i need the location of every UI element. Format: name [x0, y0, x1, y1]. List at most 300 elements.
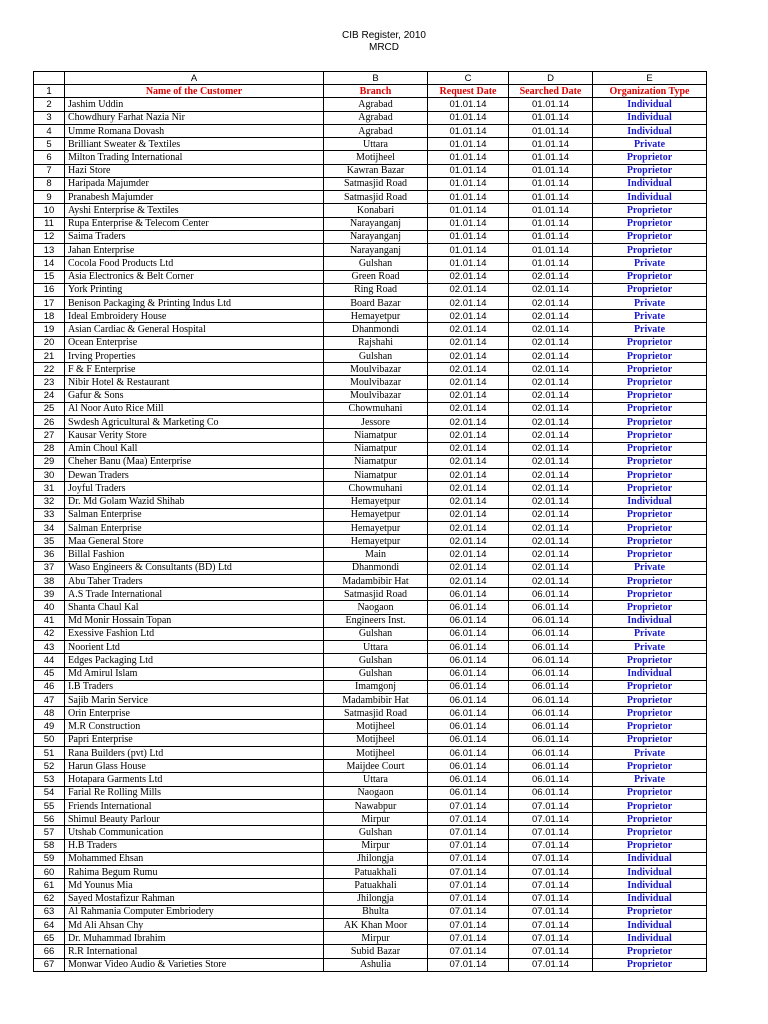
request-date-cell: 02.01.14 — [428, 469, 509, 482]
request-date-cell: 01.01.14 — [428, 191, 509, 204]
table-row — [34, 720, 707, 733]
branch-cell: Green Road — [324, 270, 428, 283]
row-number: 50 — [34, 733, 65, 746]
table-row — [34, 98, 707, 111]
organization-type-cell: Proprietor — [593, 204, 707, 217]
branch-cell: Gulshan — [324, 654, 428, 667]
organization-type-cell: Proprietor — [593, 402, 707, 415]
branch-cell: Motijheel — [324, 746, 428, 759]
table-row — [34, 442, 707, 455]
organization-type-cell: Individual — [593, 177, 707, 190]
searched-date-cell: 06.01.14 — [509, 694, 593, 707]
branch-cell: Satmasjid Road — [324, 588, 428, 601]
request-date-cell: 01.01.14 — [428, 177, 509, 190]
request-date-cell: 02.01.14 — [428, 548, 509, 561]
searched-date-cell: 06.01.14 — [509, 654, 593, 667]
table-row — [34, 138, 707, 151]
customer-name-cell: Jashim Uddin — [65, 98, 324, 111]
branch-cell: Agrabad — [324, 111, 428, 124]
customer-name-cell: Abu Taher Traders — [65, 574, 324, 587]
row-number: 23 — [34, 376, 65, 389]
customer-name-cell: Joyful Traders — [65, 482, 324, 495]
customer-name-cell: Waso Engineers & Consultants (BD) Ltd — [65, 561, 324, 574]
customer-name-cell: Ideal Embroidery House — [65, 310, 324, 323]
branch-cell: Gulshan — [324, 667, 428, 680]
customer-name-cell: Gafur & Sons — [65, 389, 324, 402]
customer-name-cell: M.R Construction — [65, 720, 324, 733]
row-number: 41 — [34, 614, 65, 627]
row-number: 11 — [34, 217, 65, 230]
customer-name-cell: Dr. Md Golam Wazid Shihab — [65, 495, 324, 508]
request-date-cell: 01.01.14 — [428, 151, 509, 164]
customer-name-cell: Salman Enterprise — [65, 521, 324, 534]
request-date-cell: 06.01.14 — [428, 667, 509, 680]
request-date-cell: 02.01.14 — [428, 376, 509, 389]
request-date-cell: 02.01.14 — [428, 535, 509, 548]
customer-name-cell: R.R International — [65, 945, 324, 958]
request-date-cell: 01.01.14 — [428, 164, 509, 177]
customer-name-cell: Rana Builders (pvt) Ltd — [65, 746, 324, 759]
branch-cell: Board Bazar — [324, 296, 428, 309]
searched-date-cell: 06.01.14 — [509, 680, 593, 693]
table-row — [34, 164, 707, 177]
organization-type-cell: Individual — [593, 852, 707, 865]
searched-date-cell: 02.01.14 — [509, 323, 593, 336]
organization-type-cell: Proprietor — [593, 601, 707, 614]
customer-name-cell: Md Ali Ahsan Chy — [65, 919, 324, 932]
organization-type-cell: Proprietor — [593, 270, 707, 283]
searched-date-cell: 02.01.14 — [509, 402, 593, 415]
searched-date-cell: 07.01.14 — [509, 879, 593, 892]
searched-date-cell: 06.01.14 — [509, 760, 593, 773]
table-row — [34, 230, 707, 243]
organization-type-cell: Proprietor — [593, 733, 707, 746]
organization-type-cell: Individual — [593, 124, 707, 137]
customer-name-cell: Edges Packaging Ltd — [65, 654, 324, 667]
row-number: 40 — [34, 601, 65, 614]
organization-type-cell: Proprietor — [593, 389, 707, 402]
request-date-cell: 07.01.14 — [428, 919, 509, 932]
row-number: 3 — [34, 111, 65, 124]
table-row — [34, 389, 707, 402]
customer-name-cell: Salman Enterprise — [65, 508, 324, 521]
searched-date-cell: 07.01.14 — [509, 945, 593, 958]
branch-cell: Madambibir Hat — [324, 694, 428, 707]
request-date-cell: 07.01.14 — [428, 799, 509, 812]
branch-cell: Moulvibazar — [324, 389, 428, 402]
organization-type-cell: Individual — [593, 191, 707, 204]
organization-type-cell: Individual — [593, 614, 707, 627]
row-number: 16 — [34, 283, 65, 296]
customer-name-cell: Harun Glass House — [65, 760, 324, 773]
customer-name-cell: Maa General Store — [65, 535, 324, 548]
searched-date-cell: 01.01.14 — [509, 217, 593, 230]
table-row — [34, 283, 707, 296]
searched-date-cell: 07.01.14 — [509, 852, 593, 865]
request-date-cell: 06.01.14 — [428, 614, 509, 627]
request-date-cell: 06.01.14 — [428, 707, 509, 720]
searched-date-cell: 02.01.14 — [509, 535, 593, 548]
table-row — [34, 786, 707, 799]
organization-type-cell: Private — [593, 641, 707, 654]
organization-type-cell: Individual — [593, 932, 707, 945]
searched-date-cell: 02.01.14 — [509, 455, 593, 468]
table-row — [34, 627, 707, 640]
request-date-cell: 02.01.14 — [428, 495, 509, 508]
row-number: 31 — [34, 482, 65, 495]
request-date-cell: 02.01.14 — [428, 363, 509, 376]
row-number: 53 — [34, 773, 65, 786]
row-number: 28 — [34, 442, 65, 455]
request-date-cell: 02.01.14 — [428, 310, 509, 323]
row-number: 57 — [34, 826, 65, 839]
organization-type-cell: Proprietor — [593, 336, 707, 349]
customer-name-cell: Brilliant Sweater & Textiles — [65, 138, 324, 151]
customer-name-cell: I.B Traders — [65, 680, 324, 693]
customer-name-cell: Farial Re Rolling Mills — [65, 786, 324, 799]
row-number: 22 — [34, 363, 65, 376]
request-date-cell: 07.01.14 — [428, 958, 509, 971]
request-date-cell: 06.01.14 — [428, 641, 509, 654]
searched-date-cell: 07.01.14 — [509, 866, 593, 879]
searched-date-cell: 07.01.14 — [509, 839, 593, 852]
table-row — [34, 508, 707, 521]
request-date-cell: 01.01.14 — [428, 244, 509, 257]
branch-cell: Hemayetpur — [324, 508, 428, 521]
branch-cell: Ring Road — [324, 283, 428, 296]
table-row — [34, 680, 707, 693]
table-row — [34, 270, 707, 283]
searched-date-cell: 06.01.14 — [509, 614, 593, 627]
request-date-cell: 06.01.14 — [428, 654, 509, 667]
searched-date-cell: 02.01.14 — [509, 283, 593, 296]
row-number: 4 — [34, 124, 65, 137]
customer-name-cell: Jahan Enterprise — [65, 244, 324, 257]
table-row — [34, 455, 707, 468]
table-row — [34, 746, 707, 759]
organization-type-cell: Proprietor — [593, 535, 707, 548]
organization-type-cell: Proprietor — [593, 151, 707, 164]
customer-name-cell: Umme Romana Dovash — [65, 124, 324, 137]
table-row — [34, 204, 707, 217]
request-date-cell: 02.01.14 — [428, 270, 509, 283]
row-number: 64 — [34, 919, 65, 932]
searched-date-cell: 06.01.14 — [509, 641, 593, 654]
searched-date-cell: 02.01.14 — [509, 495, 593, 508]
customer-name-cell: Friends International — [65, 799, 324, 812]
request-date-cell: 06.01.14 — [428, 786, 509, 799]
request-date-cell: 06.01.14 — [428, 601, 509, 614]
branch-cell: Agrabad — [324, 98, 428, 111]
row-number: 49 — [34, 720, 65, 733]
organization-type-cell: Proprietor — [593, 958, 707, 971]
table-row — [34, 323, 707, 336]
customer-name-cell: Shimul Beauty Parlour — [65, 813, 324, 826]
request-date-cell: 02.01.14 — [428, 349, 509, 362]
request-date-cell: 01.01.14 — [428, 217, 509, 230]
request-date-cell: 07.01.14 — [428, 892, 509, 905]
searched-date-cell: 06.01.14 — [509, 773, 593, 786]
customer-name-cell: Dr. Muhammad Ibrahim — [65, 932, 324, 945]
row-number: 35 — [34, 535, 65, 548]
table-row — [34, 429, 707, 442]
column-letter-row — [34, 72, 707, 85]
table-row — [34, 905, 707, 918]
organization-type-cell: Proprietor — [593, 786, 707, 799]
branch-cell: Naogaon — [324, 786, 428, 799]
table-row — [34, 707, 707, 720]
customer-name-cell: F & F Enterprise — [65, 363, 324, 376]
request-date-cell: 02.01.14 — [428, 574, 509, 587]
branch-cell: Uttara — [324, 138, 428, 151]
row-number: 52 — [34, 760, 65, 773]
searched-date-cell: 02.01.14 — [509, 574, 593, 587]
organization-type-cell: Proprietor — [593, 230, 707, 243]
row-number: 25 — [34, 402, 65, 415]
customer-name-cell: York Printing — [65, 283, 324, 296]
searched-date-cell: 01.01.14 — [509, 244, 593, 257]
searched-date-cell: 02.01.14 — [509, 429, 593, 442]
customer-name-cell: Billal Fashion — [65, 548, 324, 561]
row-number: 47 — [34, 694, 65, 707]
branch-cell: Gulshan — [324, 627, 428, 640]
branch-cell: Uttara — [324, 641, 428, 654]
organization-type-cell: Private — [593, 257, 707, 270]
row-number: 48 — [34, 707, 65, 720]
branch-cell: Hemayetpur — [324, 535, 428, 548]
customer-name-cell: Shanta Chaul Kal — [65, 601, 324, 614]
request-date-cell: 07.01.14 — [428, 839, 509, 852]
customer-name-cell: Rupa Enterprise & Telecom Center — [65, 217, 324, 230]
organization-type-cell: Individual — [593, 919, 707, 932]
organization-type-cell: Private — [593, 773, 707, 786]
customer-name-cell: Cheher Banu (Maa) Enterprise — [65, 455, 324, 468]
customer-name-cell: A.S Trade International — [65, 588, 324, 601]
table-row — [34, 813, 707, 826]
branch-cell: Motijheel — [324, 151, 428, 164]
table-row — [34, 363, 707, 376]
branch-cell: Bhulta — [324, 905, 428, 918]
organization-type-cell: Proprietor — [593, 442, 707, 455]
table-row — [34, 733, 707, 746]
organization-type-cell: Proprietor — [593, 760, 707, 773]
searched-date-cell: 07.01.14 — [509, 892, 593, 905]
row-number: 18 — [34, 310, 65, 323]
organization-type-cell: Proprietor — [593, 244, 707, 257]
customer-name-cell: Asian Cardiac & General Hospital — [65, 323, 324, 336]
organization-type-cell: Proprietor — [593, 469, 707, 482]
customer-name-cell: Nibir Hotel & Restaurant — [65, 376, 324, 389]
request-date-cell: 07.01.14 — [428, 932, 509, 945]
row-number: 26 — [34, 416, 65, 429]
request-date-cell: 01.01.14 — [428, 124, 509, 137]
branch-cell: Gulshan — [324, 826, 428, 839]
table-row — [34, 469, 707, 482]
searched-date-cell: 02.01.14 — [509, 482, 593, 495]
request-date-cell: 07.01.14 — [428, 945, 509, 958]
organization-type-cell: Proprietor — [593, 839, 707, 852]
branch-cell: Hemayetpur — [324, 495, 428, 508]
branch-cell: Niamatpur — [324, 442, 428, 455]
table-row — [34, 111, 707, 124]
searched-date-cell: 02.01.14 — [509, 442, 593, 455]
column-letter-a: A — [65, 72, 324, 85]
organization-type-cell: Private — [593, 310, 707, 323]
organization-type-cell: Private — [593, 627, 707, 640]
customer-name-cell: Irving Properties — [65, 349, 324, 362]
organization-type-cell: Private — [593, 296, 707, 309]
branch-cell: Narayanganj — [324, 230, 428, 243]
branch-cell: Madambibir Hat — [324, 574, 428, 587]
row-number: 42 — [34, 627, 65, 640]
customer-name-cell: Dewan Traders — [65, 469, 324, 482]
branch-cell: Chowmuhani — [324, 402, 428, 415]
organization-type-cell: Individual — [593, 98, 707, 111]
customer-name-cell: Benison Packaging & Printing Indus Ltd — [65, 296, 324, 309]
searched-date-cell: 06.01.14 — [509, 746, 593, 759]
request-date-cell: 01.01.14 — [428, 204, 509, 217]
request-date-cell: 02.01.14 — [428, 416, 509, 429]
request-date-cell: 01.01.14 — [428, 138, 509, 151]
row-number: 37 — [34, 561, 65, 574]
organization-type-cell: Proprietor — [593, 799, 707, 812]
request-date-cell: 02.01.14 — [428, 283, 509, 296]
row-number: 27 — [34, 429, 65, 442]
request-date-cell: 02.01.14 — [428, 323, 509, 336]
branch-cell: Satmasjid Road — [324, 707, 428, 720]
request-date-cell: 07.01.14 — [428, 905, 509, 918]
header-request-date: Request Date — [428, 85, 509, 98]
row-number: 20 — [34, 336, 65, 349]
row-number: 7 — [34, 164, 65, 177]
row-number: 51 — [34, 746, 65, 759]
searched-date-cell: 07.01.14 — [509, 813, 593, 826]
searched-date-cell: 02.01.14 — [509, 296, 593, 309]
searched-date-cell: 06.01.14 — [509, 588, 593, 601]
table-row — [34, 574, 707, 587]
organization-type-cell: Proprietor — [593, 813, 707, 826]
request-date-cell: 07.01.14 — [428, 813, 509, 826]
table-row — [34, 892, 707, 905]
customer-name-cell: Orin Enterprise — [65, 707, 324, 720]
row-number: 8 — [34, 177, 65, 190]
searched-date-cell: 06.01.14 — [509, 720, 593, 733]
customer-name-cell: Amin Choul Kall — [65, 442, 324, 455]
row-number: 43 — [34, 641, 65, 654]
request-date-cell: 01.01.14 — [428, 98, 509, 111]
customer-name-cell: Ocean Enterprise — [65, 336, 324, 349]
customer-name-cell: Md Amirul Islam — [65, 667, 324, 680]
table-row — [34, 945, 707, 958]
branch-cell: Subid Bazar — [324, 945, 428, 958]
table-row — [34, 919, 707, 932]
page-subtitle: MRCD — [369, 42, 399, 53]
header-row — [34, 85, 707, 98]
row-number: 21 — [34, 349, 65, 362]
table-row — [34, 495, 707, 508]
organization-type-cell: Individual — [593, 495, 707, 508]
row-number: 65 — [34, 932, 65, 945]
customer-name-cell: Al Rahmania Computer Embriodery — [65, 905, 324, 918]
request-date-cell: 06.01.14 — [428, 627, 509, 640]
header-searched-date: Searched Date — [509, 85, 593, 98]
searched-date-cell: 06.01.14 — [509, 667, 593, 680]
row-number: 62 — [34, 892, 65, 905]
table-row — [34, 310, 707, 323]
customer-name-cell: Haripada Majumder — [65, 177, 324, 190]
organization-type-cell: Proprietor — [593, 376, 707, 389]
request-date-cell: 02.01.14 — [428, 296, 509, 309]
row-number: 10 — [34, 204, 65, 217]
request-date-cell: 01.01.14 — [428, 111, 509, 124]
row-number: 30 — [34, 469, 65, 482]
table-row — [34, 521, 707, 534]
column-letter-e: E — [593, 72, 707, 85]
organization-type-cell: Proprietor — [593, 548, 707, 561]
searched-date-cell: 01.01.14 — [509, 138, 593, 151]
searched-date-cell: 06.01.14 — [509, 786, 593, 799]
searched-date-cell: 01.01.14 — [509, 124, 593, 137]
request-date-cell: 02.01.14 — [428, 389, 509, 402]
row-number: 9 — [34, 191, 65, 204]
branch-cell: Dhanmondi — [324, 323, 428, 336]
customer-name-cell: Asia Electronics & Belt Corner — [65, 270, 324, 283]
row-number: 34 — [34, 521, 65, 534]
customer-name-cell: Al Noor Auto Rice Mill — [65, 402, 324, 415]
request-date-cell: 02.01.14 — [428, 561, 509, 574]
branch-cell: Gulshan — [324, 257, 428, 270]
table-row — [34, 244, 707, 257]
searched-date-cell: 06.01.14 — [509, 601, 593, 614]
column-letter-b: B — [324, 72, 428, 85]
searched-date-cell: 01.01.14 — [509, 191, 593, 204]
branch-cell: Agrabad — [324, 124, 428, 137]
organization-type-cell: Proprietor — [593, 826, 707, 839]
request-date-cell: 06.01.14 — [428, 733, 509, 746]
branch-cell: Niamatpur — [324, 469, 428, 482]
table-row — [34, 349, 707, 362]
table-row — [34, 561, 707, 574]
table-row — [34, 879, 707, 892]
request-date-cell: 01.01.14 — [428, 230, 509, 243]
branch-cell: Niamatpur — [324, 455, 428, 468]
request-date-cell: 06.01.14 — [428, 680, 509, 693]
branch-cell: Naogaon — [324, 601, 428, 614]
request-date-cell: 02.01.14 — [428, 442, 509, 455]
customer-name-cell: Saima Traders — [65, 230, 324, 243]
row-number: 2 — [34, 98, 65, 111]
organization-type-cell: Proprietor — [593, 217, 707, 230]
request-date-cell: 06.01.14 — [428, 694, 509, 707]
branch-cell: Patuakhali — [324, 866, 428, 879]
branch-cell: Jessore — [324, 416, 428, 429]
searched-date-cell: 07.01.14 — [509, 799, 593, 812]
customer-name-cell: Md Monir Hossain Topan — [65, 614, 324, 627]
customer-name-cell: Exessive Fashion Ltd — [65, 627, 324, 640]
organization-type-cell: Proprietor — [593, 508, 707, 521]
table-row — [34, 694, 707, 707]
row-number: 44 — [34, 654, 65, 667]
row-number: 38 — [34, 574, 65, 587]
row-number: 45 — [34, 667, 65, 680]
customer-name-cell: Sayed Mostafizur Rahman — [65, 892, 324, 905]
request-date-cell: 02.01.14 — [428, 482, 509, 495]
searched-date-cell: 02.01.14 — [509, 561, 593, 574]
row-number: 17 — [34, 296, 65, 309]
table-row — [34, 482, 707, 495]
searched-date-cell: 07.01.14 — [509, 826, 593, 839]
searched-date-cell: 07.01.14 — [509, 919, 593, 932]
